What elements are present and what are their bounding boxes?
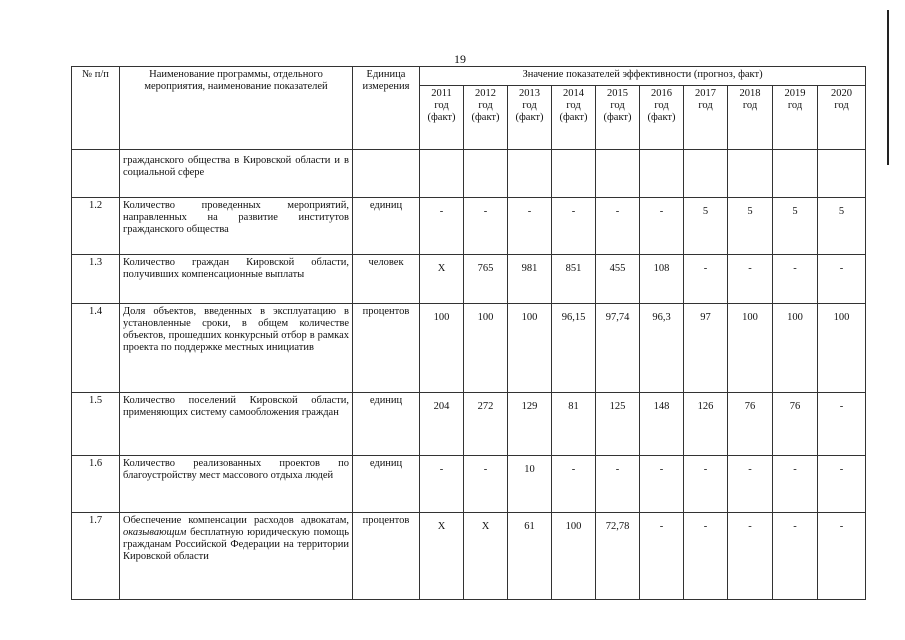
cell-value: 100 xyxy=(773,304,818,393)
cell-value: - xyxy=(818,513,866,600)
cell-value: - xyxy=(640,198,684,255)
cell-value: - xyxy=(773,513,818,600)
year-header-2011: 2011 год (факт) xyxy=(420,86,464,150)
cell-value xyxy=(640,150,684,198)
cell-name: Доля объектов, введенных в эксплуатацию в установленные сроки, в общем количестве объектов, прошедших конкурсный отбор в рамках проекта по поддержке местных инициатив xyxy=(120,304,353,393)
cell-value: 100 xyxy=(420,304,464,393)
cell-value: 125 xyxy=(596,393,640,456)
cell-value: 5 xyxy=(818,198,866,255)
cell-unit: единиц xyxy=(353,198,420,255)
cell-value: - xyxy=(420,456,464,513)
cell-value xyxy=(596,150,640,198)
cell-value xyxy=(728,150,773,198)
cell-num: 1.7 xyxy=(72,513,120,600)
cell-value: 100 xyxy=(464,304,508,393)
page-number: 19 xyxy=(454,52,466,66)
cell-value: 765 xyxy=(464,255,508,304)
cell-value: 851 xyxy=(552,255,596,304)
table-row-continuation xyxy=(72,150,866,198)
year-header-2019: 2019 год xyxy=(773,86,818,150)
cell-num: 1.6 xyxy=(72,456,120,513)
cell-value xyxy=(773,150,818,198)
cell-value: - xyxy=(464,456,508,513)
cell-value: - xyxy=(552,456,596,513)
cell-value: 5 xyxy=(728,198,773,255)
cell-value xyxy=(420,150,464,198)
cell-value: - xyxy=(552,198,596,255)
year-header-2013: 2013 год (факт) xyxy=(508,86,552,150)
cell-name: Количество граждан Кировской области, получивших компенсационные выплаты xyxy=(120,255,353,304)
cell-value: 97,74 xyxy=(596,304,640,393)
cell-name: Количество реализованных проектов по благоустройству мест массового отдыха людей xyxy=(120,456,353,513)
cell-value: 81 xyxy=(552,393,596,456)
name-part-2: бесплатную юридическую помощь гражданам Российской Федерации на территории Кировской области xyxy=(123,527,350,562)
cell-unit: процентов xyxy=(353,513,420,600)
table-row-1-7 xyxy=(72,513,866,600)
cell-value: - xyxy=(596,456,640,513)
cell-value: 96,3 xyxy=(640,304,684,393)
cell-value: 148 xyxy=(640,393,684,456)
cell-value: 96,15 xyxy=(552,304,596,393)
cell-value: - xyxy=(818,456,866,513)
cell-value: 5 xyxy=(684,198,728,255)
cell-num: 1.3 xyxy=(72,255,120,304)
cell-value: Х xyxy=(420,255,464,304)
cell-value: Х xyxy=(420,513,464,600)
name-part-1: Обеспечение компенсации расходов адвокатам, xyxy=(123,515,349,526)
cell-value: - xyxy=(640,513,684,600)
cell-value: 100 xyxy=(508,304,552,393)
cell-value: 981 xyxy=(508,255,552,304)
cell-value: - xyxy=(728,513,773,600)
year-header-2015: 2015 год (факт) xyxy=(596,86,640,150)
cell-value: - xyxy=(773,456,818,513)
cell-value: - xyxy=(596,198,640,255)
cell-num: 1.4 xyxy=(72,304,120,393)
year-header-2017: 2017 год xyxy=(684,86,728,150)
cell-value: - xyxy=(508,198,552,255)
header-unit: Единица измерения xyxy=(353,67,420,150)
cell-value: 129 xyxy=(508,393,552,456)
year-header-2018: 2018 год xyxy=(728,86,773,150)
cell-value: - xyxy=(684,255,728,304)
cell-value: 272 xyxy=(464,393,508,456)
cell-value: - xyxy=(773,255,818,304)
cell-value: - xyxy=(728,255,773,304)
header-num: № п/п xyxy=(72,67,120,150)
cell-value: 204 xyxy=(420,393,464,456)
cell-value xyxy=(684,150,728,198)
header-name: Наименование программы, отдельного мероприятия, наименование показателей xyxy=(120,67,353,150)
year-header-2014: 2014 год (факт) xyxy=(552,86,596,150)
cell-value: 108 xyxy=(640,255,684,304)
cell-value: 5 xyxy=(773,198,818,255)
cell-unit: единиц xyxy=(353,456,420,513)
cell-value: - xyxy=(464,198,508,255)
cell-value: 76 xyxy=(728,393,773,456)
header-row-1 xyxy=(72,67,866,86)
table-row-1-3 xyxy=(72,255,866,304)
cell-value: - xyxy=(818,255,866,304)
cell-value xyxy=(818,150,866,198)
name-italic: оказывающим xyxy=(123,527,187,538)
cell-value: 97 xyxy=(684,304,728,393)
cell-value xyxy=(552,150,596,198)
cell-name: Количество поселений Кировской области, применяющих систему самообложения граждан xyxy=(120,393,353,456)
cell-value: - xyxy=(640,456,684,513)
cell-value: 455 xyxy=(596,255,640,304)
cell-value: 100 xyxy=(552,513,596,600)
cell-value: - xyxy=(728,456,773,513)
cell-value: 100 xyxy=(818,304,866,393)
scan-edge-line xyxy=(887,10,889,165)
cell-value: 100 xyxy=(728,304,773,393)
cell-name: гражданского общества в Кировской области и в социальной сфере xyxy=(120,150,353,198)
indicators-table xyxy=(71,66,866,600)
cell-num: 1.5 xyxy=(72,393,120,456)
cell-value: 76 xyxy=(773,393,818,456)
cell-value: - xyxy=(684,513,728,600)
cell-name: Количество проведенных мероприятий, направленных на развитие институтов гражданского общества xyxy=(120,198,353,255)
cell-unit: единиц xyxy=(353,393,420,456)
cell-value xyxy=(508,150,552,198)
cell-unit xyxy=(353,150,420,198)
cell-value: Х xyxy=(464,513,508,600)
cell-value: - xyxy=(818,393,866,456)
cell-value: - xyxy=(684,456,728,513)
cell-name xyxy=(120,513,353,600)
cell-value: 61 xyxy=(508,513,552,600)
cell-num xyxy=(72,150,120,198)
table-row-1-2 xyxy=(72,198,866,255)
cell-value xyxy=(464,150,508,198)
table-row-1-4 xyxy=(72,304,866,393)
cell-value: 126 xyxy=(684,393,728,456)
year-header-2012: 2012 год (факт) xyxy=(464,86,508,150)
cell-value: 10 xyxy=(508,456,552,513)
table-row-1-6 xyxy=(72,456,866,513)
cell-unit: процентов xyxy=(353,304,420,393)
year-header-2016: 2016 год (факт) xyxy=(640,86,684,150)
year-header-2020: 2020 год xyxy=(818,86,866,150)
cell-value: - xyxy=(420,198,464,255)
header-values-title: Значение показателей эффективности (прогноз, факт) xyxy=(420,67,866,86)
table-row-1-5 xyxy=(72,393,866,456)
cell-num: 1.2 xyxy=(72,198,120,255)
cell-unit: человек xyxy=(353,255,420,304)
cell-value: 72,78 xyxy=(596,513,640,600)
